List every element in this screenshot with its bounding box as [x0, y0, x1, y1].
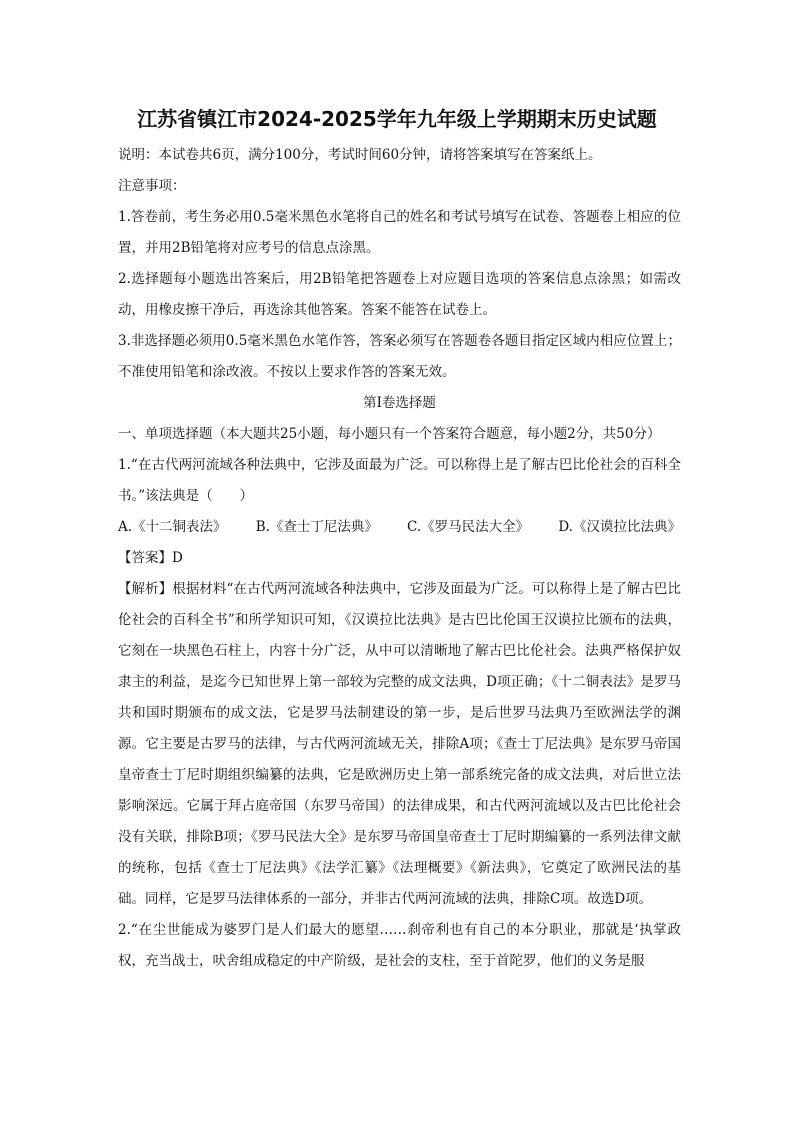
- question-1-options: [118, 512, 681, 543]
- note-item: 3.非选择题必须用0.5毫米黑色水笔作答，答案必须写在答题卷各题目指定区域内相应位置上；不准使用铅笔和涂改液。不按以上要求作答的答案无效。: [118, 333, 681, 380]
- notes-heading: 注意事项：: [118, 178, 186, 194]
- part-heading: 一、单项选择题（本大题共25小题，每小题只有一个答案符合题意，每小题2分，共50分）: [118, 426, 661, 442]
- page-title: 江苏省镇江市2024-2025学年九年级上学期期末历史试题: [137, 107, 657, 131]
- question-1-stem: 1.“在古代两河流域各种法典中，它涉及面最为广泛。可以称得上是了解古巴比伦社会的百科全书。”该法典是（ ）: [118, 457, 681, 504]
- exam-instructions: 说明：本试卷共6页，满分100分，考试时间60分钟，请将答案填写在答案纸上。: [118, 147, 602, 163]
- question-1-analysis: 【解析】根据材料“在古代两河流域各种法典中，它涉及面最为广泛。可以称得上是了解古巴比伦社会的百科全书”和所学知识可知，《汉谟拉比法典》是古巴比伦国王汉谟拉比颁布的法典，它刻在一块黑色石柱上，内容十分广泛，从中可以清晰地了解古巴比伦社会。法典严格保护奴隶主的利益，是迄今已知世界上第一部较为完整的成文法典，D项正确；《十二铜表法》是罗马共和国时期颁布的成文法，它是罗马法制建设的第一步，是后世罗马法典乃至欧洲法学的渊源。它主要是古罗马的法律，与古代两河流域无关，排除A项；《查士丁尼法典》是东罗马帝国皇帝查士丁尼时期组织编纂的法典，它是欧洲历史上第一部系统完备的成文法典，对后世立法影响深远。它属于拜占庭帝国（东罗马帝国）的法律成果，和古代两河流域以及古巴比伦社会没有关联，排除B项；《罗马民法大全》是东罗马帝国皇帝查士丁尼时期编纂的一系列法律文献的统称，包括《查士丁尼法典》《法学汇纂》《法理概要》《新法典》，它奠定了欧洲民法的基础。同样，它是罗马法律体系的一部分，并非古代两河流域的法典，排除C项。故选D项。: [118, 581, 681, 907]
- note-item: 1.答卷前，考生务必用0.5毫米黑色水笔将自己的姓名和考试号填写在试卷、答题卷上相应的位置，并用2B铅笔将对应考号的信息点涂黑。: [118, 209, 681, 256]
- document-body: [118, 140, 681, 977]
- option-a: A.《十二铜表法》: [118, 519, 227, 535]
- note-item: 2.选择题每小题选出答案后，用2B铅笔把答题卷上对应题目选项的答案信息点涂黑；如需改动，用橡皮擦干净后，再选涂其他答案。答案不能答在试卷上。: [118, 271, 681, 318]
- question-1-answer: 【答案】D: [118, 550, 183, 566]
- option-c: C.《罗马民法大全》: [407, 519, 530, 535]
- option-d: D.《汉谟拉比法典》: [558, 519, 681, 535]
- section-title: 第Ⅰ卷选择题: [363, 395, 436, 411]
- option-b: B.《查士丁尼法典》: [255, 519, 378, 535]
- question-2-stem: 2.“在尘世能成为婆罗门是人们最大的愿望……刹帝利也有自己的本分职业，那就是‘执掌政权，充当战士，吠舍组成稳定的中产阶级，是社会的支柱，至于首陀罗，他们的义务是服: [118, 922, 681, 969]
